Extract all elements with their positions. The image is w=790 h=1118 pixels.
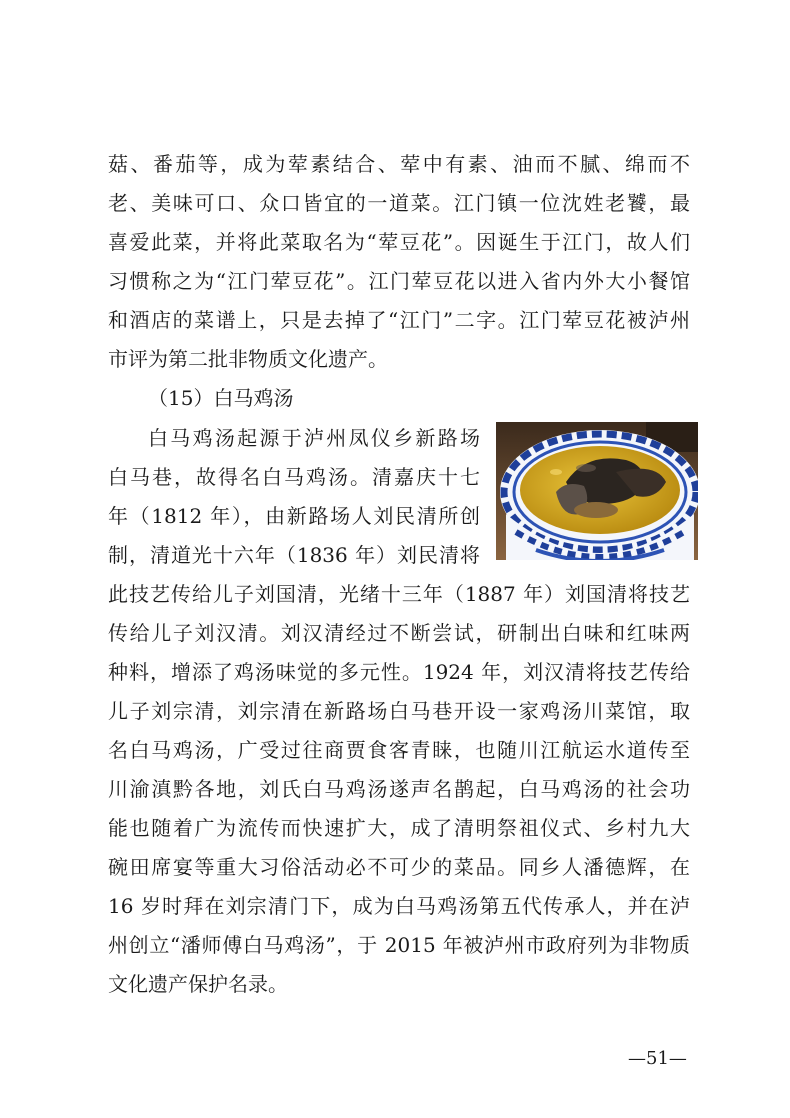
text-line: 市评为第二批非物质文化遗产。 [108,347,388,371]
page-number: —51— [628,1048,687,1069]
text-line: 年（1812 年），由新路场人刘民清所创 [108,504,480,528]
text-line: 川渝滇黔各地，刘氏白马鸡汤遂声名鹊起，白马鸡汤的社会功 [108,777,690,801]
text-line: 白马鸡汤起源于泸州凤仪乡新路场 [148,426,480,450]
text-line: 文化遗产保护名录。 [108,972,288,996]
text-line: 能也随着广为流传而快速扩大，成了清明祭祖仪式、乡村九大 [108,816,690,840]
text-line: 制，清道光十六年（1836 年）刘民清将 [108,543,480,567]
text-line: 习惯称之为“江门荤豆花”。江门荤豆花以进入省内外大小餐馆 [108,269,690,293]
text-line: 名白马鸡汤，广受过往商贾食客青睐，也随川江航运水道传至 [108,738,690,762]
text-line: 白马巷，故得名白马鸡汤。清嘉庆十七 [108,465,480,489]
text-line: 菇、番茄等，成为荤素结合、荤中有素、油而不腻、绵而不 [108,152,690,176]
text-line: 喜爱此菜，并将此菜取名为“荤豆花”。因诞生于江门，故人们 [108,230,690,254]
text-line: 碗田席宴等重大习俗活动必不可少的菜品。同乡人潘德辉，在 [108,855,690,879]
text-line: 传给儿子刘汉清。刘汉清经过不断尝试，研制出白味和红味两 [108,621,690,645]
section-heading: （15）白马鸡汤 [148,386,294,410]
text-line: 儿子刘宗清，刘宗清在新路场白马巷开设一家鸡汤川菜馆，取 [108,699,690,723]
chicken-soup-photo [496,422,698,560]
text-line: 州创立“潘师傅白马鸡汤”，于 2015 年被泸州市政府列为非物质 [108,933,690,957]
text-line: 和酒店的菜谱上，只是去掉了“江门”二字。江门荤豆花被泸州 [108,308,690,332]
soup-bowl-illustration [496,422,698,560]
text-line: 此技艺传给儿子刘国清，光绪十三年（1887 年）刘国清将技艺 [108,582,690,606]
text-line: 16 岁时拜在刘宗清门下，成为白马鸡汤第五代传承人，并在泸 [108,894,690,918]
text-line: 种料，增添了鸡汤味觉的多元性。1924 年，刘汉清将技艺传给 [108,660,690,684]
text-line: 老、美味可口、众口皆宜的一道菜。江门镇一位沈姓老饕，最 [108,191,690,215]
